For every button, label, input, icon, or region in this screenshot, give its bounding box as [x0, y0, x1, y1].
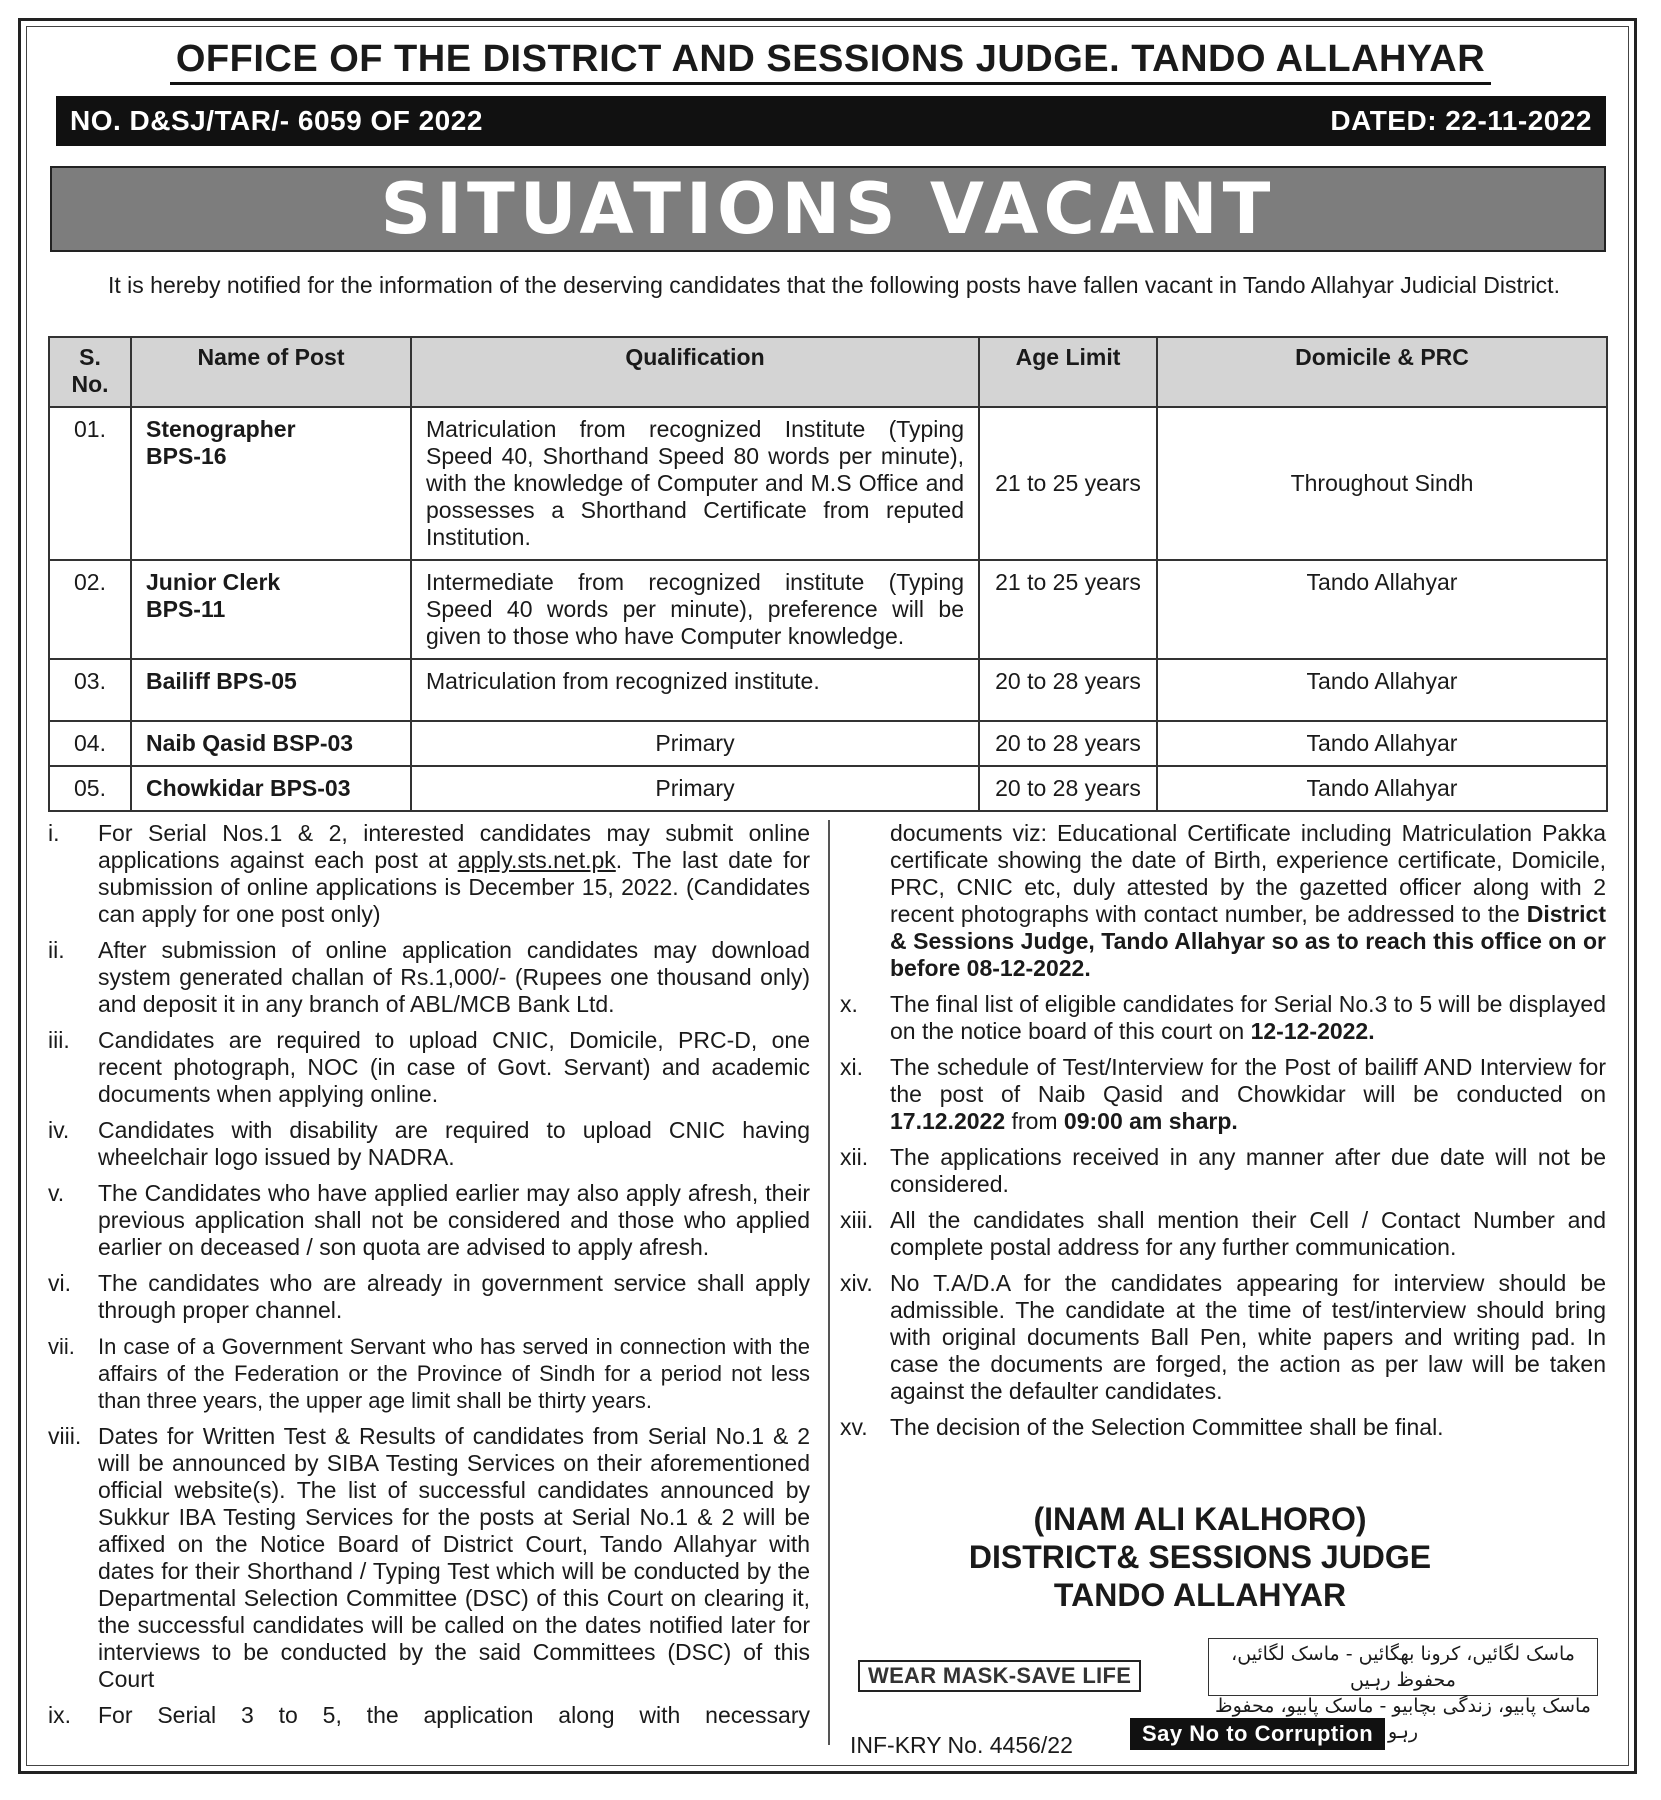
reference-bar [56, 96, 1606, 146]
row-qualification: Primary [411, 766, 979, 811]
table-row [49, 560, 1607, 659]
table-row [49, 721, 1607, 766]
urdu-mask-slogan: ماسک لگائیں، کرونا بھگائیں - ماسک لگائیں، محفوظ رہیں ماسک پابیو، زندگی بچابیو - ماسک پابیو، محفوظ رہو [1208, 1638, 1598, 1696]
note-xii: xii. The applications received in any manner after due date will not be considered. [840, 1144, 1606, 1197]
wear-mask-notice: WEAR MASK-SAVE LIFE [858, 1660, 1141, 1692]
header-sno: S. No. [49, 337, 131, 407]
notes-left-column [48, 820, 810, 1738]
column-divider [828, 820, 830, 1745]
row-post: Chowkidar BPS-03 [131, 766, 411, 811]
note-iii: iii. Candidates are required to upload CNIC, Domicile, PRC-D, one recent photograph, NOC (in case of Govt. Servant) and academic documents when applying online. [48, 1027, 810, 1107]
header-age: Age Limit [979, 337, 1157, 407]
signatory-name: (INAM ALI KALHORO) [1033, 1501, 1367, 1537]
note-iv: iv. Candidates with disability are required to upload CNIC having wheelchair logo issued by NADRA. [48, 1117, 810, 1170]
row-domicile: Throughout Sindh [1157, 407, 1607, 560]
situations-vacant-banner [50, 166, 1606, 252]
signatory-title: DISTRICT& SESSIONS JUDGE [968, 1539, 1432, 1575]
row-qualification: Matriculation from recognized Institute (Typing Speed 40, Shorthand Speed 80 words per minute), with the knowledge of Computer and M.S Office and possesses a Shorthand Certificate from reputed Institution. [411, 407, 979, 560]
inf-reference: INF-KRY No. 4456/22 [850, 1732, 1073, 1758]
note-vi: vi. The candidates who are already in government service shall apply through proper channel. [48, 1270, 810, 1323]
note-xi: xi. The schedule of Test/Interview for the Post of bailiff AND Interview for the post of Naib Qasid and Chowkidar will be conducted on 17.12.2022 from 09:00 am sharp. [840, 1054, 1606, 1134]
signature-block [840, 1500, 1560, 1614]
note-i: i. For Serial Nos.1 & 2, interested candidates may submit online applications against each post at apply.sts.net.pk. The last date for submission of online applications is December 15, 2022. (Candidates can apply for one post only) [48, 820, 810, 927]
row-qualification: Matriculation from recognized institute. [411, 659, 979, 721]
note-xiii: xiii. All the candidates shall mention their Cell / Contact Number and complete postal address for any further communication. [840, 1207, 1606, 1260]
header-qualification: Qualification [411, 337, 979, 407]
note-ix: ix. For Serial 3 to 5, the application along with necessary [48, 1702, 810, 1728]
row-qualification: Primary [411, 721, 979, 766]
office-title: OFFICE OF THE DISTRICT AND SESSIONS JUDGE. TANDO ALLAHYAR [0, 38, 1661, 81]
row-sno: 01. [49, 407, 131, 560]
note-ii: ii. After submission of online application candidates may download system generated challan of Rs.1,000/- (Rupees one thousand only) and deposit it in any branch of ABL/MCB Bank Ltd. [48, 937, 810, 1017]
apply-website-link[interactable]: apply.sts.net.pk [457, 847, 616, 873]
row-sno: 05. [49, 766, 131, 811]
note-v: v. The Candidates who have applied earlier may also apply afresh, their previous application shall not be considered and those who applied earlier on deceased / son quota are advised to apply afresh. [48, 1180, 810, 1260]
table-row [49, 659, 1607, 721]
row-post: Naib Qasid BSP-03 [131, 721, 411, 766]
table-header-row [49, 337, 1607, 407]
row-age: 21 to 25 years [979, 560, 1157, 659]
row-post: Bailiff BPS-05 [131, 659, 411, 721]
banner-title: SITUATIONS VACANT [380, 168, 1276, 250]
note-x: x. The final list of eligible candidates for Serial No.3 to 5 will be displayed on the notice board of this court on 12-12-2022. [840, 991, 1606, 1044]
row-sno: 03. [49, 659, 131, 721]
header-post: Name of Post [131, 337, 411, 407]
row-age: 20 to 28 years [979, 659, 1157, 721]
note-ix-continued: documents viz: Educational Certificate including Matriculation Pakka certificate showing the date of Birth, experience certificate, Domicile, PRC, CNIC etc, duly attested by the gazetted officer along with 2 recent photographs with contact number, be addressed to the District & Sessions Judge, Tando Allahyar so as to reach this office on or before 08-12-2022. [890, 820, 1606, 981]
notice-date: DATED: 22-11-2022 [1330, 105, 1592, 136]
intro-paragraph: It is hereby notified for the information of the deserving candidates that the following posts have fallen vacant in Tando Allahyar Judicial District. [108, 272, 1560, 298]
row-sno: 04. [49, 721, 131, 766]
row-domicile: Tando Allahyar [1157, 659, 1607, 721]
table-row [49, 407, 1607, 560]
row-sno: 02. [49, 560, 131, 659]
note-xiv: xiv. No T.A/D.A for the candidates appearing for interview should be admissible. The candidate at the time of test/interview should bring with original documents Ball Pen, white papers and writing pad. In case the documents are forged, the action as per law will be taken against the defaulter candidates. [840, 1270, 1606, 1404]
row-age: 20 to 28 years [979, 766, 1157, 811]
header-domicile: Domicile & PRC [1157, 337, 1607, 407]
row-domicile: Tando Allahyar [1157, 721, 1607, 766]
signatory-place: TANDO ALLAHYAR [1053, 1577, 1347, 1613]
row-age: 21 to 25 years [979, 407, 1157, 560]
row-domicile: Tando Allahyar [1157, 766, 1607, 811]
note-vii: vii. In case of a Government Servant who has served in connection with the affairs of the Federation or the Province of Sindh for a period not less than three years, the upper age limit shall be thirty years. [48, 1334, 810, 1413]
note-viii: viii. Dates for Written Test & Results of candidates from Serial No.1 & 2 will be announced by SIBA Testing Services on their aforementioned official website(s). The list of successful candidates announced by Sukkur IBA Testing Services for the posts at Serial No.1 & 2 will be affixed on the Notice Board of District Court, Tando Allahyar with dates for their Shorthand / Typing Test which will be conducted by the Departmental Selection Committee (DSC) of this Court on clearing it, the successful candidates will be called on the dates notified later for interviews to be conducted by the said Committees (DSC) of this Court [48, 1423, 810, 1692]
reference-number: NO. D&SJ/TAR/- 6059 OF 2022 [70, 105, 483, 136]
note-xv: xv. The decision of the Selection Committee shall be final. [840, 1414, 1444, 1440]
row-qualification: Intermediate from recognized institute (Typing Speed 40 words per minute), preference will be given to those who have Computer knowledge. [411, 560, 979, 659]
say-no-corruption-badge: Say No to Corruption [1130, 1718, 1385, 1750]
row-age: 20 to 28 years [979, 721, 1157, 766]
notes-right-column [840, 820, 1606, 1450]
vacancy-table [48, 336, 1608, 812]
row-post: Stenographer BPS-16 [131, 407, 411, 560]
table-row [49, 766, 1607, 811]
row-post: Junior Clerk BPS-11 [131, 560, 411, 659]
row-domicile: Tando Allahyar [1157, 560, 1607, 659]
